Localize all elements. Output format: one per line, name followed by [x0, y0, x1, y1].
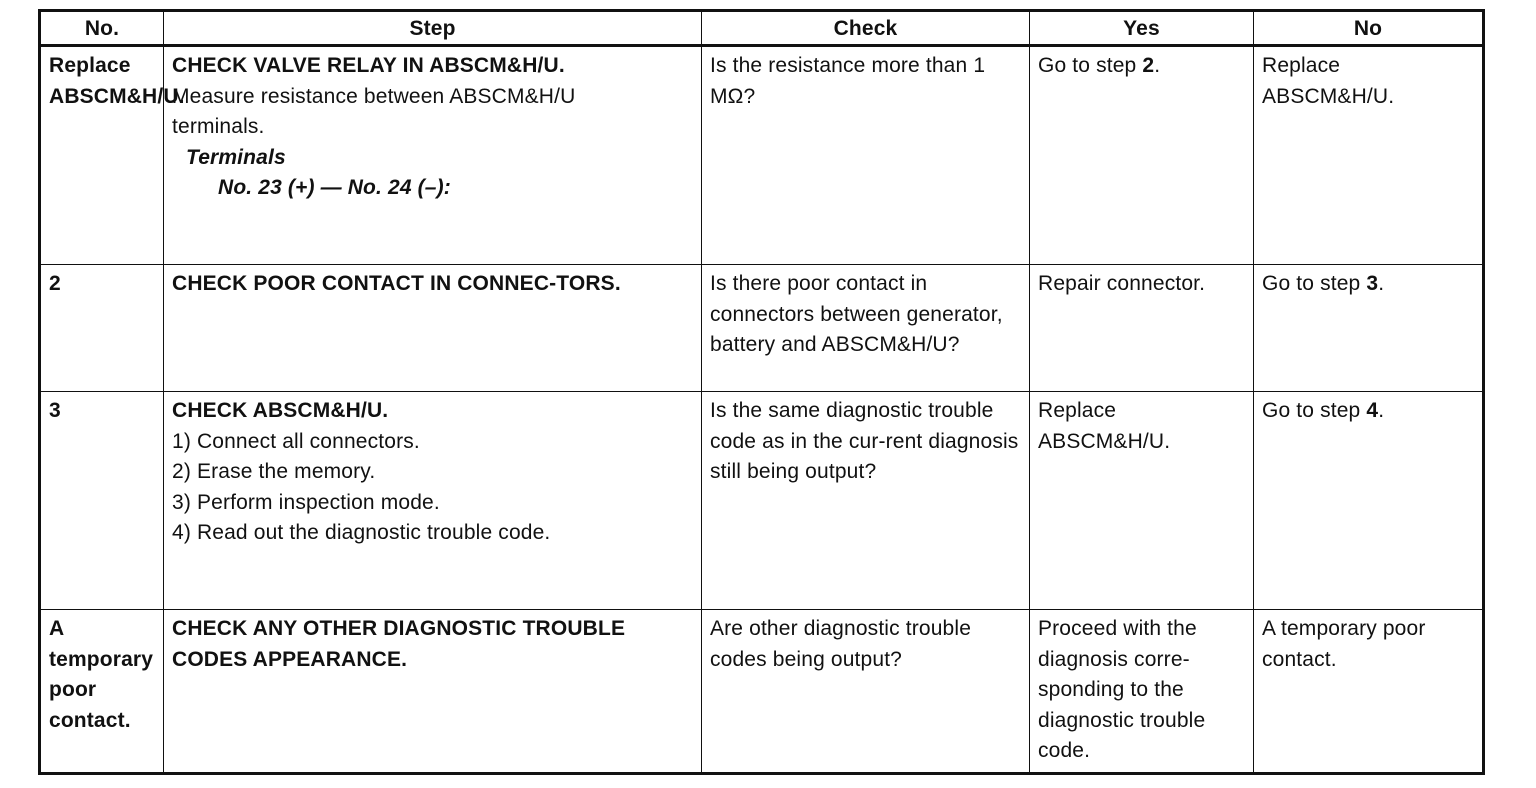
step-instruction: 4) Read out the diagnostic trouble code.: [172, 521, 551, 544]
step-instruction: 1) Connect all connectors.: [172, 429, 420, 453]
yes-cell: Proceed with the diagnosis corre-sponding to the diagnostic trouble code.: [1030, 610, 1254, 774]
check-cell: Are other diagnostic trouble codes being output?: [702, 610, 1030, 774]
table-row: [40, 392, 1484, 610]
terminals-label: Terminals: [186, 145, 286, 169]
step-cell: [164, 265, 702, 392]
no-suffix: .: [1378, 272, 1385, 295]
diagnostic-procedure-table: [38, 9, 1485, 775]
step-cell: [164, 610, 702, 774]
table-row: [40, 265, 1484, 392]
no-cell: [1254, 392, 1484, 610]
no-text: Go to step: [1262, 399, 1367, 422]
step-number: Replace ABSCM&H/U.: [40, 46, 164, 265]
table-header-row: [40, 11, 1484, 46]
no-cell: [1254, 265, 1484, 392]
header-no: No.: [40, 11, 164, 46]
no-step-number: 3: [1366, 272, 1379, 295]
step-instruction: Measure resistance between ABSCM&H/U: [172, 84, 576, 108]
header-step: Step: [164, 11, 702, 46]
terminals-pair: No. 23 (+) — No. 24 (–):: [218, 176, 451, 199]
yes-suffix: .: [1154, 54, 1161, 77]
no-suffix: .: [1378, 399, 1385, 422]
step-title: CHECK POOR CONTACT IN CONNEC-TORS.: [172, 272, 621, 295]
step-cell: [164, 392, 702, 610]
yes-cell: Replace ABSCM&H/U.: [1030, 392, 1254, 610]
table-row: [40, 610, 1484, 774]
step-number: 3: [40, 392, 164, 610]
no-cell: Replace ABSCM&H/U.: [1254, 46, 1484, 265]
step-title: CHECK VALVE RELAY IN ABSCM&H/U.: [172, 54, 565, 77]
yes-cell: Repair connector.: [1030, 265, 1254, 392]
check-cell: Is there poor contact in connectors between generator, battery and ABSCM&H/U?: [702, 265, 1030, 392]
yes-step-number: 2: [1142, 54, 1155, 77]
step-title: CHECK ABSCM&H/U.: [172, 399, 389, 422]
no-step-number: 4: [1366, 399, 1379, 422]
no-text: Go to step: [1262, 272, 1367, 295]
step-instruction: 2) Erase the memory.: [172, 460, 376, 483]
header-no-result: No: [1254, 11, 1484, 46]
check-cell: Is the same diagnostic trouble code as in the cur-rent diagnosis still being output?: [702, 392, 1030, 610]
header-check: Check: [702, 11, 1030, 46]
step-number: 2: [40, 265, 164, 392]
step-instruction: 3) Perform inspection mode.: [172, 490, 440, 514]
yes-cell: [1030, 46, 1254, 265]
step-instruction: terminals.: [172, 115, 265, 138]
header-yes: Yes: [1030, 11, 1254, 46]
step-title: CHECK ANY OTHER DIAGNOSTIC TROUBLE CODES APPEARANCE.: [172, 617, 626, 671]
check-cell: Is the resistance more than 1 MΩ?: [702, 46, 1030, 265]
step-number: A temporary poor contact.: [40, 610, 164, 774]
no-cell: A temporary poor contact.: [1254, 610, 1484, 774]
table-row: [40, 46, 1484, 265]
step-cell: [164, 46, 702, 265]
yes-text: Go to step: [1038, 54, 1143, 77]
